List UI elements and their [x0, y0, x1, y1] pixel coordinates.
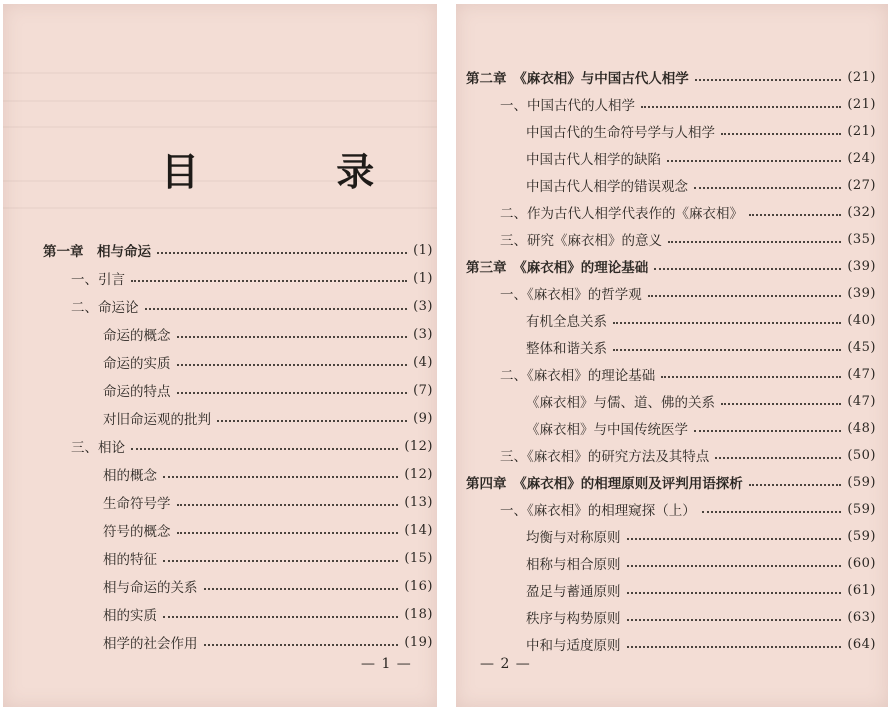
toc-entry-page: (35)	[847, 231, 876, 247]
toc-entry-text: 三、研究《麻衣相》的意义	[500, 233, 662, 249]
toc-entry-page: (3)	[413, 298, 433, 314]
dot-leader	[177, 504, 399, 506]
toc-entry-text: 生命符号学	[103, 496, 171, 512]
toc-entry-page: (21)	[847, 96, 876, 112]
dot-leader	[131, 448, 398, 450]
toc-entry-page: (7)	[413, 382, 433, 398]
toc-entry-text: 有机全息关系	[526, 314, 607, 330]
toc-entry-page: (1)	[413, 242, 433, 258]
dot-leader	[749, 484, 842, 486]
dot-leader	[177, 336, 408, 338]
toc-entry	[71, 296, 433, 316]
toc-entry-text: 中国古代的生命符号学与人相学	[526, 125, 715, 141]
toc-entry-page: (21)	[847, 123, 876, 139]
toc-entry-page: (9)	[413, 410, 433, 426]
dot-leader	[702, 511, 842, 513]
toc-entry-page: (12)	[404, 466, 433, 482]
dot-leader	[177, 364, 408, 366]
toc-entry-text: 《麻衣相》与中国传统医学	[526, 422, 688, 438]
toc-entry-text: 秩序与构势原则	[526, 611, 621, 627]
toc-entry	[103, 324, 433, 344]
dot-leader	[613, 349, 841, 351]
dot-leader	[627, 646, 842, 648]
toc-entry-page: (16)	[404, 578, 433, 594]
toc-entry-page: (21)	[847, 69, 876, 85]
toc-entry-text: 相的实质	[103, 608, 157, 624]
toc-entry-text: 一、引言	[71, 272, 125, 288]
toc-entry-text: 均衡与对称原则	[526, 530, 621, 546]
toc-entry-page: (40)	[847, 312, 876, 328]
toc-entry-text: 《麻衣相》与儒、道、佛的关系	[526, 395, 715, 411]
toc-entry	[526, 175, 876, 195]
toc-entry-text: 第二章 《麻衣相》与中国古代人相学	[466, 71, 689, 87]
page-title: 目 录	[161, 150, 437, 194]
toc-entry	[526, 580, 876, 600]
toc-entry-page: (15)	[404, 550, 433, 566]
dot-leader	[217, 420, 407, 422]
toc-entry-page: (4)	[413, 354, 433, 370]
toc-entry-page: (59)	[847, 474, 876, 490]
dot-leader	[667, 160, 841, 162]
toc-entry	[526, 634, 876, 654]
toc-entry	[500, 229, 876, 249]
toc-entry	[526, 607, 876, 627]
dot-leader	[204, 588, 399, 590]
toc-entry	[526, 148, 876, 168]
dot-leader	[177, 392, 408, 394]
toc-entry	[71, 436, 433, 456]
toc-entry-text: 第三章 《麻衣相》的理论基础	[466, 260, 649, 276]
toc-entry-page: (39)	[847, 285, 876, 301]
dot-leader	[694, 430, 841, 432]
toc-entry	[103, 408, 433, 428]
dot-leader	[204, 644, 399, 646]
bleed-through-shadow	[3, 72, 437, 74]
toc-entry-text: 一、中国古代的人相学	[500, 98, 635, 114]
toc-entry-text: 相的特征	[103, 552, 157, 568]
toc-entry-text: 二、命运论	[71, 300, 139, 316]
dot-leader	[131, 280, 407, 282]
page-number: — 2 —	[480, 656, 531, 672]
dot-leader	[668, 241, 841, 243]
toc-entry-text: 符号的概念	[103, 524, 171, 540]
toc-entry-page: (14)	[404, 522, 433, 538]
toc-entry-text: 中和与适度原则	[526, 638, 621, 654]
toc-entry	[500, 283, 876, 303]
toc-entry-text: 三、《麻衣相》的研究方法及其特点	[500, 449, 710, 465]
toc-entry	[103, 380, 433, 400]
toc-entry	[103, 632, 433, 652]
toc-entry-page: (64)	[847, 636, 876, 652]
toc-entry-page: (50)	[847, 447, 876, 463]
toc-entry	[526, 526, 876, 546]
toc-entry	[103, 520, 433, 540]
toc-entry-text: 命运的特点	[103, 384, 171, 400]
toc-entry-page: (32)	[847, 204, 876, 220]
dot-leader	[721, 133, 841, 135]
dot-leader	[648, 295, 842, 297]
toc-entry	[500, 202, 876, 222]
gutter	[437, 0, 456, 711]
toc-entry-page: (39)	[847, 258, 876, 274]
toc-entry-text: 对旧命运观的批判	[103, 412, 211, 428]
toc-entry	[526, 391, 876, 411]
toc-entry-text: 整体和谐关系	[526, 341, 607, 357]
toc-entry-page: (27)	[847, 177, 876, 193]
toc-entry-text: 三、相论	[71, 440, 125, 456]
toc-entry	[526, 310, 876, 330]
toc-entry	[71, 268, 433, 288]
toc-entry-page: (12)	[404, 438, 433, 454]
dot-leader	[145, 308, 408, 310]
dot-leader	[749, 214, 841, 216]
bleed-through-shadow	[3, 207, 437, 209]
toc-entry-text: 命运的概念	[103, 328, 171, 344]
toc-entry-page: (48)	[847, 420, 876, 436]
toc-entry	[466, 472, 876, 492]
toc-entry	[103, 352, 433, 372]
dot-leader	[641, 106, 841, 108]
toc-entry	[526, 121, 876, 141]
toc-entry-page: (59)	[847, 528, 876, 544]
dot-leader	[695, 79, 842, 81]
dot-leader	[654, 268, 841, 270]
toc-entry	[466, 67, 876, 87]
toc-entry-page: (45)	[847, 339, 876, 355]
toc-entry-text: 中国古代人相学的缺陷	[526, 152, 661, 168]
toc-entry-page: (1)	[413, 270, 433, 286]
toc-entry-text: 一、《麻衣相》的哲学观	[500, 287, 642, 303]
toc-entry-text: 命运的实质	[103, 356, 171, 372]
toc-entry	[43, 240, 433, 260]
toc-entry	[103, 604, 433, 624]
toc-entry-text: 第四章 《麻衣相》的相理原则及评判用语探析	[466, 476, 743, 492]
toc-entry-text: 第一章 相与命运	[43, 244, 151, 260]
bleed-through-shadow	[3, 126, 437, 128]
dot-leader	[627, 592, 842, 594]
dot-leader	[721, 403, 841, 405]
right-page	[456, 4, 888, 707]
toc-entry	[526, 337, 876, 357]
dot-leader	[163, 560, 398, 562]
toc-entry	[500, 499, 876, 519]
toc-entry-page: (60)	[847, 555, 876, 571]
toc-entry-page: (24)	[847, 150, 876, 166]
toc-entry-text: 相与命运的关系	[103, 580, 198, 596]
toc-entry	[500, 94, 876, 114]
toc-entry-text: 二、《麻衣相》的理论基础	[500, 368, 656, 384]
toc-entry	[103, 492, 433, 512]
toc-entry-page: (61)	[847, 582, 876, 598]
toc-entry-page: (63)	[847, 609, 876, 625]
toc-entry	[500, 364, 876, 384]
toc-entry	[103, 548, 433, 568]
toc-entry-page: (18)	[404, 606, 433, 622]
toc-entry-text: 相的概念	[103, 468, 157, 484]
toc-entry-text: 相称与相合原则	[526, 557, 621, 573]
toc-entry-text: 二、作为古代人相学代表作的《麻衣相》	[500, 206, 743, 222]
dot-leader	[627, 619, 842, 621]
dot-leader	[163, 616, 398, 618]
toc-entry-text: 相学的社会作用	[103, 636, 198, 652]
dot-leader	[694, 187, 841, 189]
toc-entry	[103, 464, 433, 484]
toc-entry-page: (13)	[404, 494, 433, 510]
toc-entry	[103, 576, 433, 596]
dot-leader	[661, 376, 841, 378]
toc-entry	[526, 418, 876, 438]
toc-entry-text: 中国古代人相学的错误观念	[526, 179, 688, 195]
dot-leader	[163, 476, 398, 478]
bleed-through-shadow	[3, 100, 437, 102]
toc-entry-page: (3)	[413, 326, 433, 342]
toc-entry	[500, 445, 876, 465]
dot-leader	[613, 322, 841, 324]
toc-entry-text: 盈足与蓄通原则	[526, 584, 621, 600]
dot-leader	[157, 252, 407, 254]
toc-entry-page: (47)	[847, 393, 876, 409]
toc-entry	[466, 256, 876, 276]
toc-entry	[526, 553, 876, 573]
dot-leader	[627, 538, 842, 540]
page-number: — 1 —	[361, 656, 412, 672]
toc-entry-page: (19)	[404, 634, 433, 650]
dot-leader	[715, 457, 841, 459]
toc-entry-text: 一、《麻衣相》的相理窥探（上）	[500, 503, 696, 519]
left-page	[3, 4, 437, 707]
dot-leader	[177, 532, 399, 534]
toc-entry-page: (47)	[847, 366, 876, 382]
dot-leader	[627, 565, 842, 567]
toc-entry-page: (59)	[847, 501, 876, 517]
